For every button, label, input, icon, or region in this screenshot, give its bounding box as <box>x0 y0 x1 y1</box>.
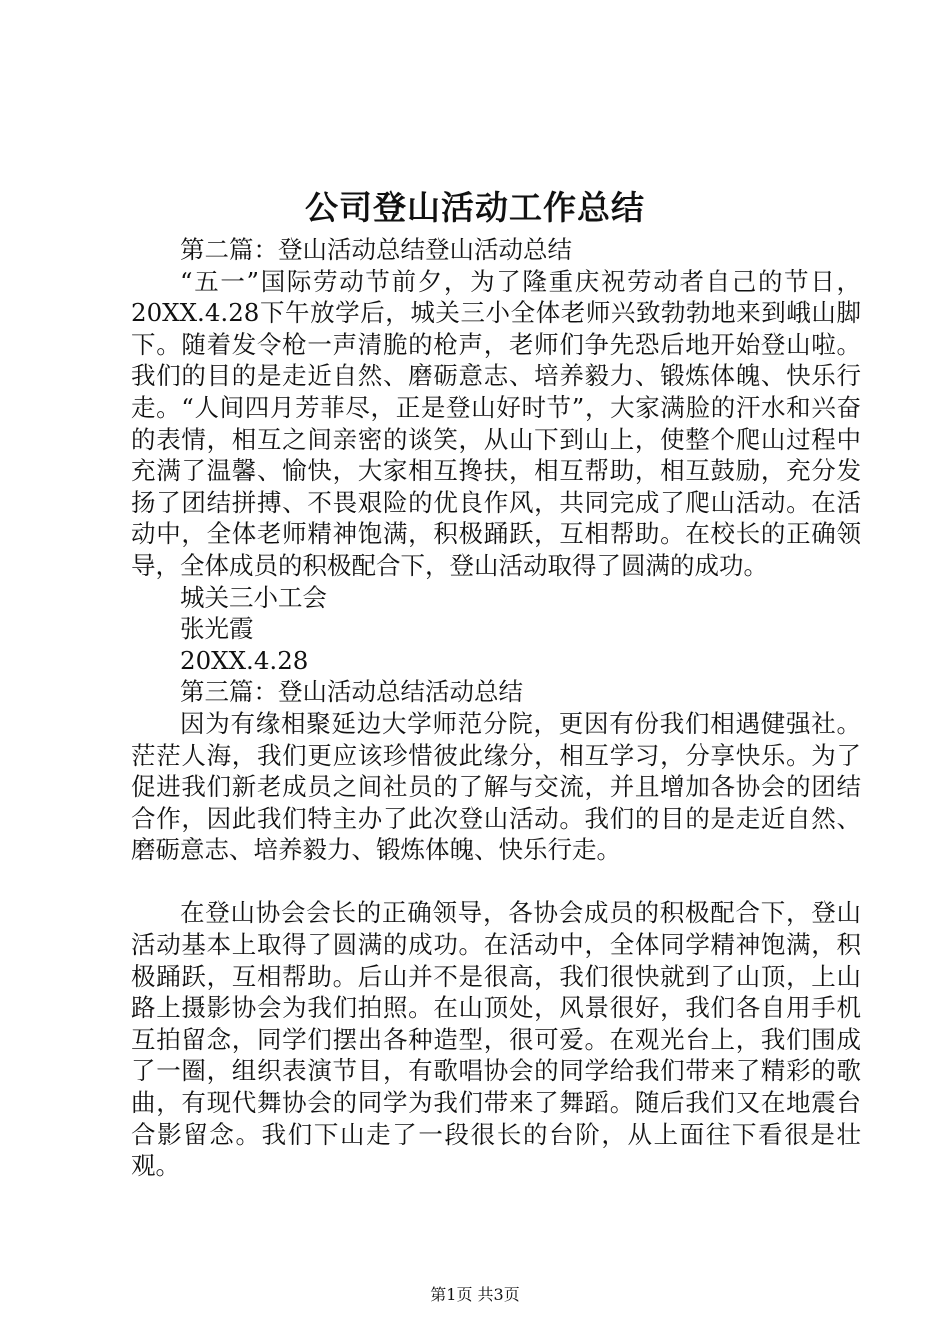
document-body <box>131 234 861 1182</box>
section-heading-3: 第三篇：登山活动总结活动总结 <box>180 677 523 707</box>
section-heading-2: 第二篇：登山活动总结登山活动总结 <box>180 235 572 264</box>
page-footer: 第1页 共3页 <box>430 1285 520 1304</box>
document-title: 公司登山活动工作总结 <box>305 188 645 227</box>
paragraph-gap <box>131 866 861 898</box>
paragraph-2: “五一”国际劳动节前夕，为了隆重庆祝劳动者自己的节日，20XX.4.28下午放学后，城关三小全体老师兴致勃勃地来到峨山脚下。随着发令枪一声清脆的枪声，老师们争先恐后地开始登山啦。我们的目的是走近自然、磨砺意志、培养毅力、锻炼体魄、快乐行走。“人间四月芳菲尽，正是登山好时节”，大家满脸的汗水和兴奋的表情，相互之间亲密的谈笑，从山下到山上，使整个爬山过程中充满了温馨、愉快，大家相互搀扶，相互帮助，相互鼓励，充分发扬了团结拼搏、不畏艰险的优良作风，共同完成了爬山活动。在活动中，全体老师精神饱满，积极踊跃，互相帮助。在校长的正确领导，全体成员的积极配合下，登山活动取得了圆满的成功。 <box>131 266 861 580</box>
paragraph-3a: 因为有缘相聚延边大学师范分院，更因有份我们相遇健强社。茫茫人海，我们更应该珍惜彼此缘分，相互学习，分享快乐。为了促进我们新老成员之间社员的了解与交流，并且增加各协会的团结合作，因此我们特主办了此次登山活动。我们的目的是走近自然、磨砺意志、培养毅力、锻炼体魄、快乐行走。 <box>131 708 861 865</box>
signature-date: 20XX.4.28 <box>180 645 309 675</box>
signature-org: 城关三小工会 <box>180 582 327 612</box>
signature-name: 张光霞 <box>180 614 254 644</box>
paragraph-3b: 在登山协会会长的正确领导，各协会成员的积极配合下，登山活动基本上取得了圆满的成功。在活动中，全体同学精神饱满，积极踊跃，互相帮助。后山并不是很高，我们很快就到了山顶，上山路上摄影协会为我们拍照。在山顶处，风景很好，我们各自用手机互拍留念，同学们摆出各种造型，很可爱。在观光台上，我们围成了一圈，组织表演节目，有歌唱协会的同学给我们带来了精彩的歌曲，有现代舞协会的同学为我们带来了舞蹈。随后我们又在地震台合影留念。我们下山走了一段很长的台阶，从上面往下看很是壮观。 <box>131 898 861 1181</box>
